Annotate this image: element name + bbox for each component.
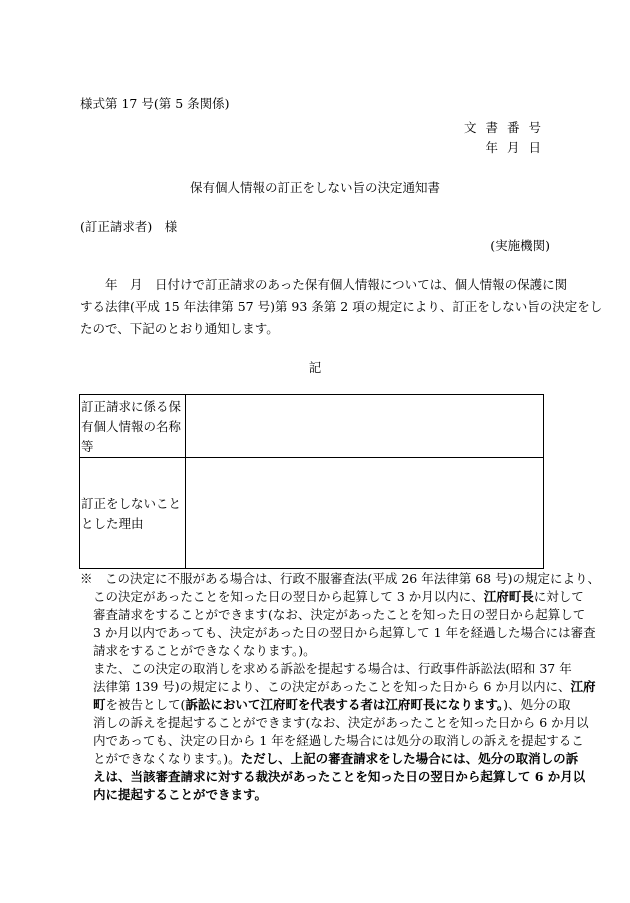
document-number-label: 文書番号	[463, 120, 550, 135]
note-text: )、処分の取	[503, 697, 571, 712]
note-bold: 江府町長	[483, 589, 534, 604]
note-line: 請求をすることができなくなります。)。	[93, 643, 316, 658]
note-bold: えは、当該審査請求に対する裁決があったことを知った日の翌日から起算して 6 か月以	[93, 769, 586, 784]
note-text: とができなくなります。)。	[93, 751, 241, 766]
note-line	[80, 696, 571, 714]
body-line: する法律(平成 15 年法律第 57 号)第 93 条第 2 項の規定により、訂正をしない旨の決定をし	[80, 299, 603, 314]
appeal-notes	[80, 570, 600, 804]
form-number: 様式第 17 号(第 5 条関係)	[80, 96, 230, 111]
notice-body	[80, 274, 603, 340]
label-line: とした理由	[81, 516, 144, 531]
info-name-label	[80, 395, 186, 458]
note-line	[80, 768, 586, 786]
note-text: を被告として(	[105, 697, 186, 712]
info-name-value	[186, 395, 544, 458]
implementing-agency: (実施機関)	[490, 238, 550, 253]
body-line: たので、下記のとおり通知します。	[80, 321, 279, 336]
note-bold: 町	[93, 697, 106, 712]
date-label: 年月日	[485, 140, 550, 155]
label-line: 訂正をしないこと	[81, 496, 182, 511]
note-line	[80, 588, 584, 606]
label-line: 等	[81, 439, 94, 454]
note-line: ※ この決定に不服がある場合は、行政不服審査法(平成 26 年法律第 68 号)の規定により、	[80, 571, 600, 586]
label-line: 訂正請求に係る保	[81, 399, 182, 414]
table-row	[80, 458, 544, 569]
addressee: (訂正請求者) 様	[80, 219, 178, 234]
document-title: 保有個人情報の訂正をしない旨の決定通知書	[189, 180, 440, 195]
note-text: この決定があったことを知った日の翌日から起算して 3 か月以内に、	[93, 589, 484, 604]
note-line: 3 か月以内であっても、決定があった日の翌日から起算して 1 年を経過した場合には審査	[93, 625, 596, 640]
note-line	[80, 786, 550, 804]
table-row	[80, 395, 544, 458]
note-line: 審査請求をすることができます(なお、決定があったことを知った日の翌日から起算して	[93, 607, 586, 622]
reason-label	[80, 458, 186, 569]
note-bold: 訴訟において江府町を代表する者は江府町長になります。	[185, 697, 504, 712]
note-bold: 江府	[570, 679, 596, 694]
note-line	[80, 750, 579, 768]
note-text: 法律第 139 号)の規定により、この決定があったことを知った日から 6 か月以内に、	[93, 679, 571, 694]
note-bold: 内に提起することができます。	[93, 787, 268, 802]
label-line: 有個人情報の名称	[81, 419, 182, 434]
body-line: 年 月 日付けで訂正請求のあった保有個人情報については、個人情報の保護に関	[80, 277, 568, 292]
note-line: 内であっても、決定の日から 1 年を経過した場合には処分の取消しの訴えを提起するこ	[93, 733, 584, 748]
note-line	[80, 678, 596, 696]
note-text: に対して	[533, 589, 584, 604]
note-line: 消しの訴えを提起することができます(なお、決定があったことを知った日から 6 か月以	[93, 715, 589, 730]
note-line: また、この決定の取消しを求める訴訟を提起する場合は、行政事件訴訟法(昭和 37 年	[93, 661, 572, 676]
reason-value	[186, 458, 544, 569]
decision-table	[79, 394, 544, 569]
ki-heading: 記	[308, 360, 322, 375]
note-bold: ただし、上記の審査請求をした場合には、処分の取消しの訴	[240, 751, 579, 766]
